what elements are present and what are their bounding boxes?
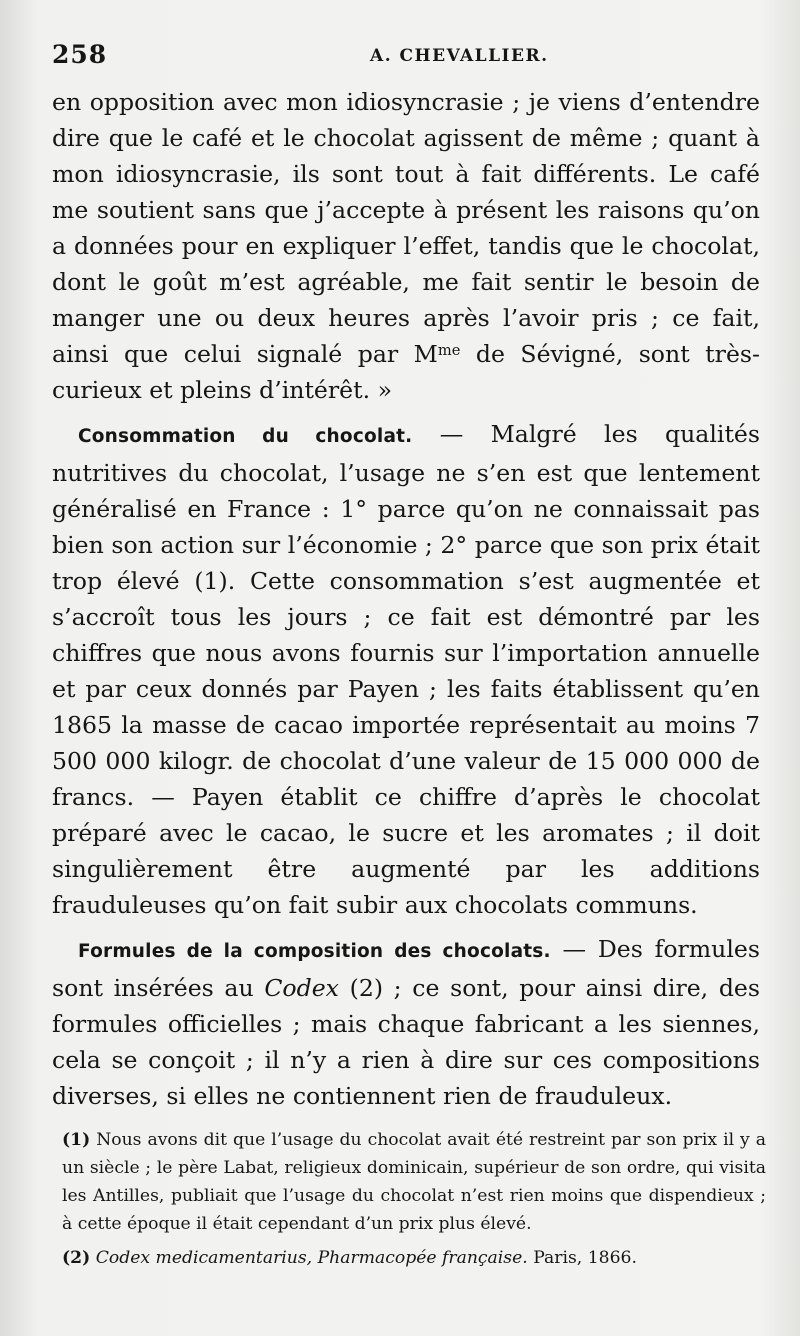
footnotes: [62, 1126, 766, 1272]
footnote-number: (2): [62, 1248, 91, 1268]
footnote-number: (1): [62, 1130, 91, 1150]
footnote-2: [62, 1244, 766, 1272]
footnote-1: [62, 1126, 766, 1238]
running-head: A. CHEVALLIER.: [370, 46, 549, 66]
section-text: — Des formules sont insérées au: [52, 935, 760, 1002]
section-text: — Malgré les qualités nutritives du chocolat, l’usage ne s’en est que lentement généralisé en France : 1° parce qu’on ne connaissait pas bien son action sur l’économie ; 2° parce que son prix était trop élevé (1). Cette consommation s’est augmentée et s’accroît tous les jours ; ce fait est démontré par les chiffres que nous avons fournis sur l’importation annuelle et par ceux donnés par Payen ; les faits établissent qu’en 1865 la masse de cacao importée représentait au moins 7 500 000 kilogr. de chocolat d’une valeur de 15 000 000 de francs. — Payen établit ce chiffre d’après le chocolat préparé avec le cacao, le sucre et les aromates ; il doit singulièrement être augmenté par les additions frauduleuses qu’on fait subir aux chocolats communs.: [52, 420, 760, 919]
page-number: 258: [52, 40, 108, 69]
footnote-title: Codex medicamentarius, Pharmacopée française.: [95, 1248, 528, 1268]
page-header: [52, 40, 752, 76]
section-heading: Formules de la composition des chocolats.: [78, 941, 551, 962]
footnote-text: Nous avons dit que l’usage du chocolat avait été restreint par son prix il y a un siècle ; le père Labat, religieux dominicain, supérieur de son ordre, qui visita les Antilles, publiait que l’usage du chocolat n’est rien moins que dispendieux ; à cette époque il était cependant d’un prix plus élevé.: [62, 1130, 766, 1234]
section-formules: [52, 931, 760, 1114]
codex-title: Codex: [264, 974, 339, 1002]
section-text-end: (2) ; ce sont, pour ainsi dire, des formules officielles ; mais chaque fabricant a les siennes, cela se conçoit ; il n’y a rien à dire sur ces compositions diverses, si elles ne contiennent rien de frauduleux.: [52, 974, 761, 1110]
footnote-text: Paris, 1866.: [527, 1248, 637, 1268]
paragraph-text-end: de Sévigné, sont très-curieux et pleins d’intérêt. »: [52, 340, 760, 404]
body-text: [52, 84, 760, 1114]
section-heading: Consommation du chocolat.: [78, 426, 413, 447]
section-consommation: [52, 416, 760, 923]
paragraph-text: en opposition avec mon idiosyncrasie ; je viens d’entendre dire que le café et le chocolat agissent de même ; quant à mon idiosyncrasie, ils sont tout à fait différents. Le café me soutient sans que j’accepte à présent les raisons qu’on a données pour en expliquer l’effet, tandis que le chocolat, dont le goût m’est agréable, me fait sentir le besoin de manger une ou deux heures après l’avoir pris ; ce fait, ainsi que celui signalé par M: [52, 88, 760, 368]
paragraph-continuation: [52, 84, 760, 408]
superscript-me: me: [437, 342, 461, 360]
